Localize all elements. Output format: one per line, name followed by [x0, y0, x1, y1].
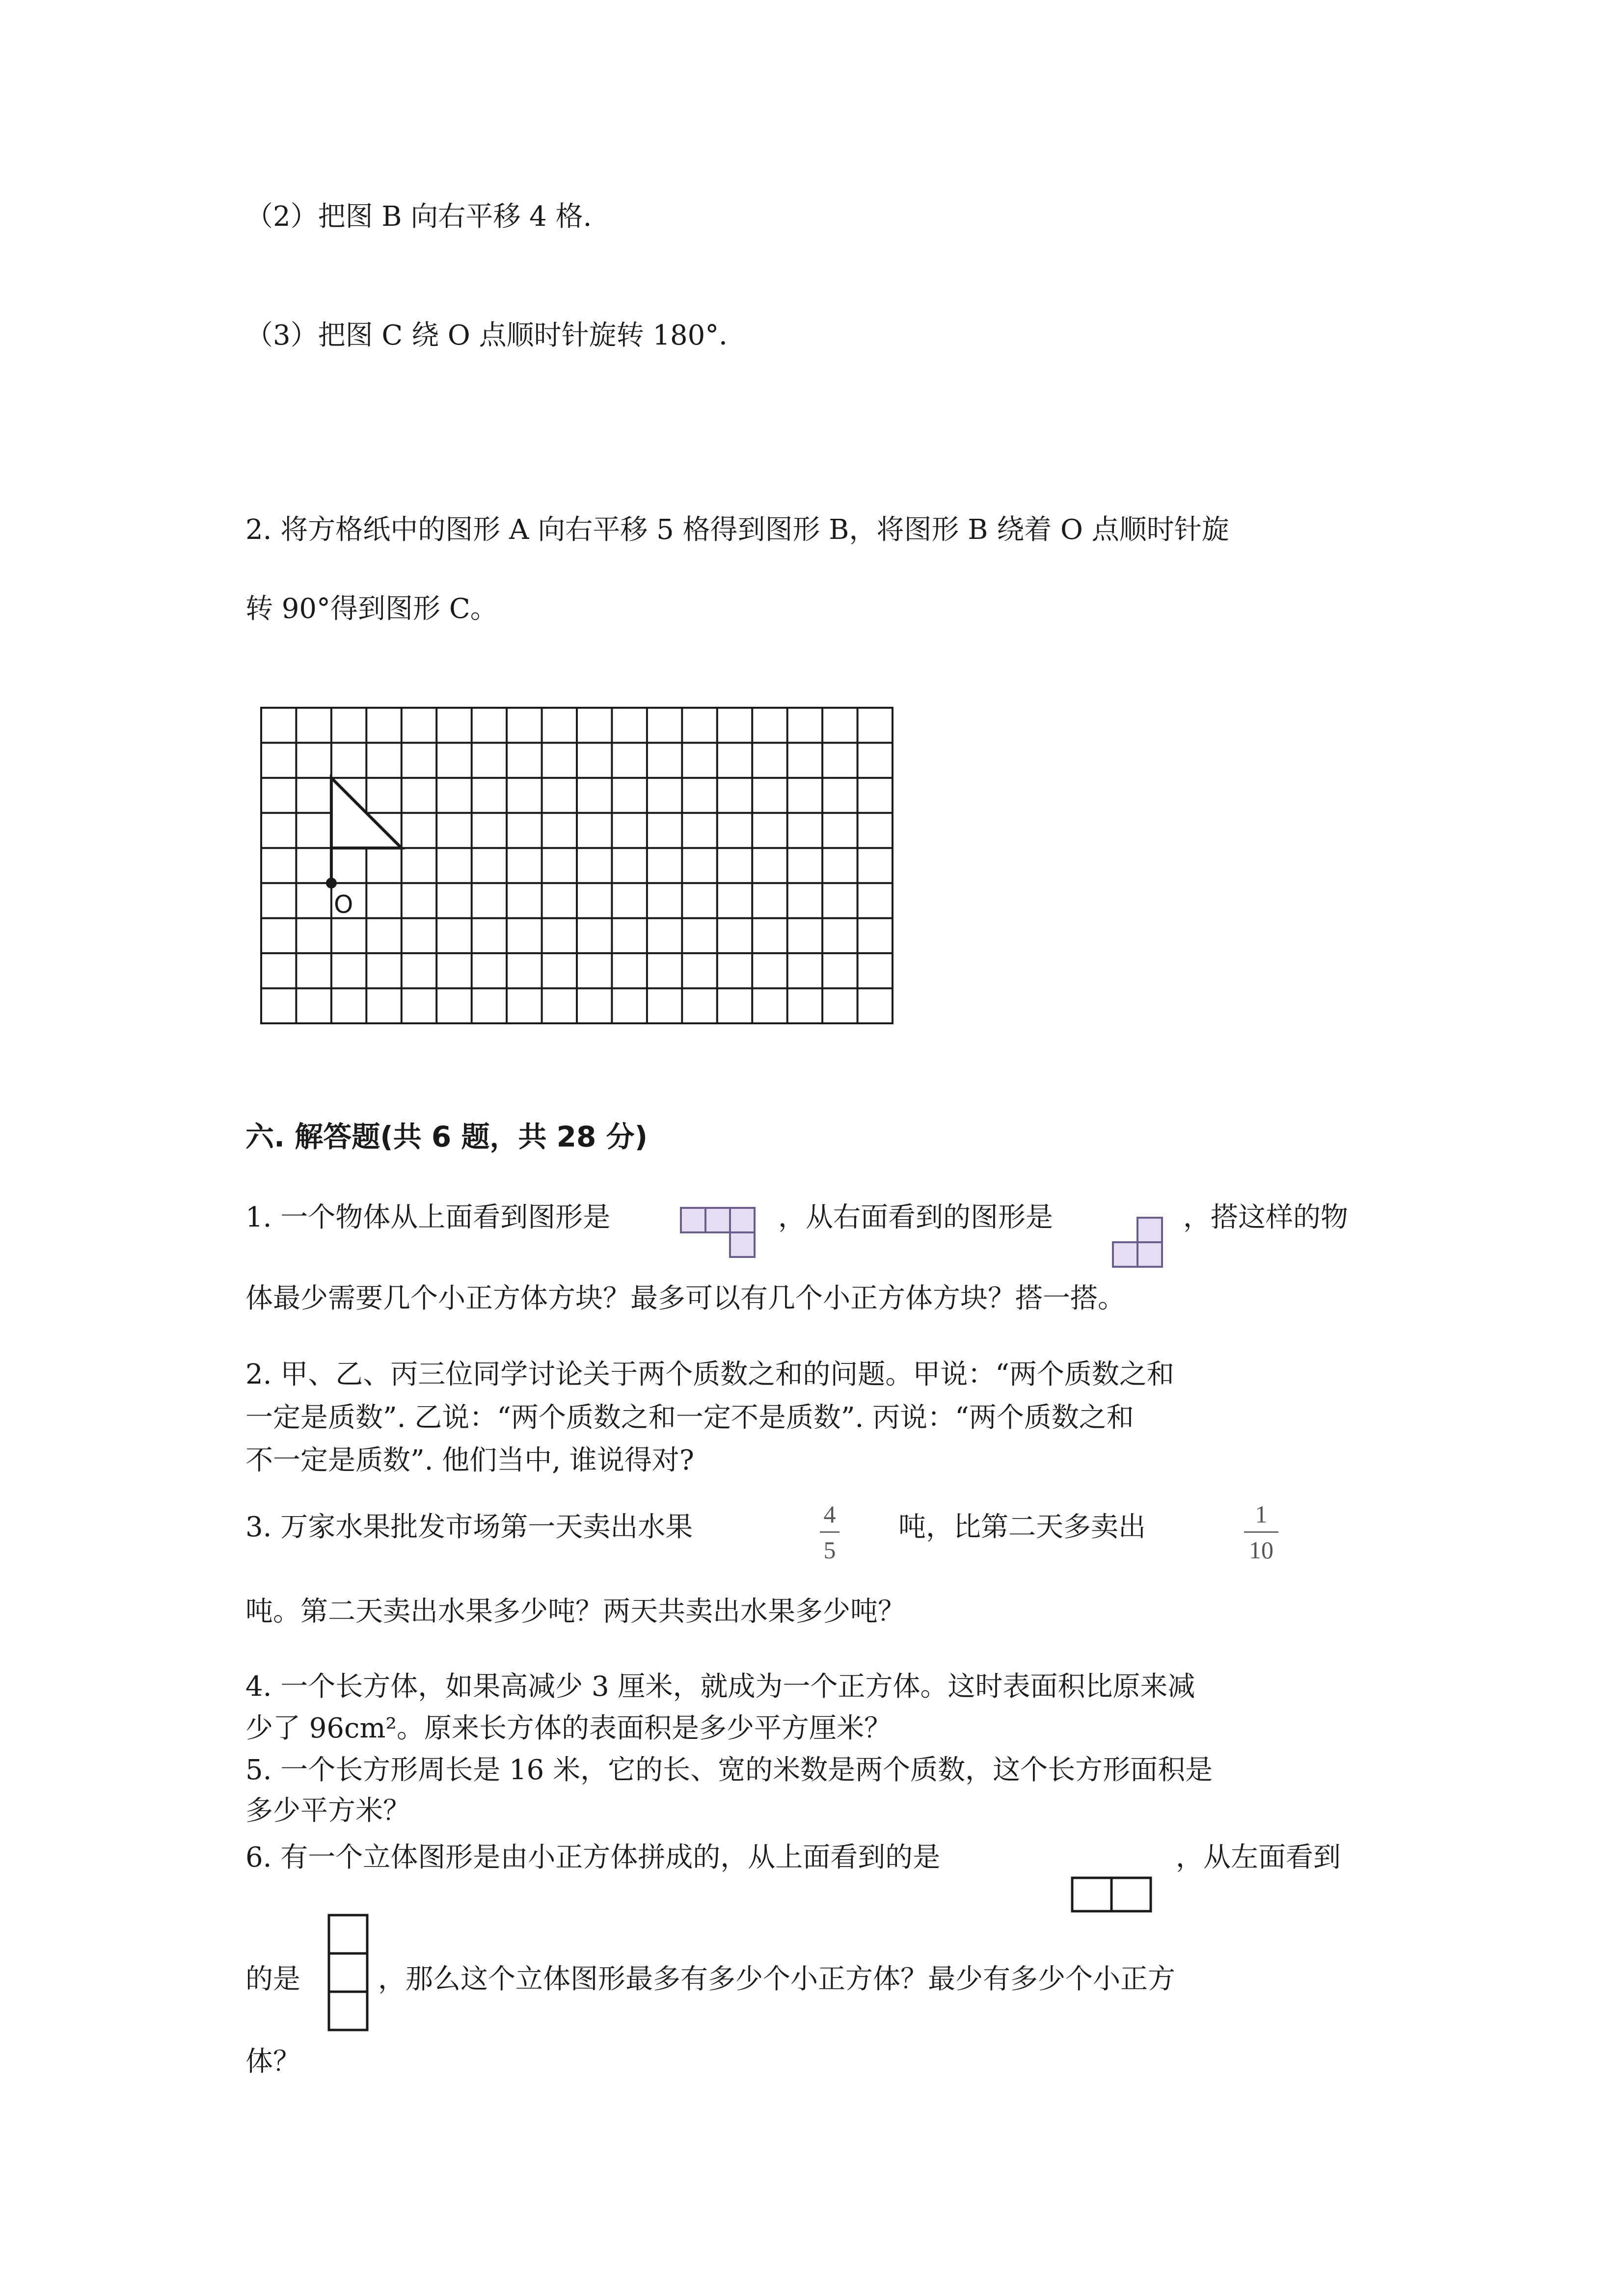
grid-figure	[255, 705, 898, 1029]
right-view-icon	[1110, 1216, 1169, 1270]
fraction-1-denominator: 5	[823, 1536, 836, 1564]
p6-q6-line2-b: ，那么这个立体图形最多有多少个小正方体？最少有多少个小正方	[378, 1963, 1175, 1995]
section-heading: 六. 解答题(共 6 题，共 28 分)	[245, 1120, 648, 1153]
p6-q2-line1: 2. 甲、乙、丙三位同学讨论关于两个质数之和的问题。甲说：“两个质数之和	[245, 1359, 1174, 1390]
p6-q5-line1: 5. 一个长方形周长是 16 米，它的长、宽的米数是两个质数，这个长方形面积是	[245, 1754, 1213, 1786]
fraction-one-tenth	[1244, 1502, 1278, 1562]
fraction-2-bar	[1244, 1531, 1278, 1533]
p6-q1-part-a: 1. 一个物体从上面看到图形是	[245, 1201, 611, 1233]
q6-left-view-icon	[326, 1913, 370, 2036]
p6-q3-part-a: 3. 万家水果批发市场第一天卖出水果	[245, 1511, 693, 1543]
q6-top-view-icon	[1070, 1876, 1154, 1915]
top-view-icon	[679, 1206, 758, 1260]
q1-sub2-text: （2）把图 B 向右平移 4 格.	[245, 201, 592, 233]
p6-q6-part-b: ，从左面看到	[1176, 1842, 1341, 1873]
p6-q4-line1: 4. 一个长方体，如果高减少 3 厘米，就成为一个正方体。这时表面积比原来减	[245, 1671, 1195, 1703]
p6-q1-line2: 体最少需要几个小正方体方块？最多可以有几个小正方体方块？搭一搭。	[245, 1282, 1125, 1314]
p6-q2-line2: 一定是质数”. 乙说：“两个质数之和一定不是质数”. 丙说：“两个质数之和	[245, 1402, 1134, 1434]
p6-q5-line2: 多少平方米？	[245, 1795, 410, 1827]
point-o	[326, 878, 337, 888]
p6-q2-line3: 不一定是质数”. 他们当中, 谁说得对?	[245, 1444, 694, 1476]
fraction-1-bar	[820, 1531, 839, 1533]
p6-q6-line2-a: 的是	[245, 1963, 300, 1995]
q2-line1: 2. 将方格纸中的图形 A 向右平移 5 格得到图形 B，将图形 B 绕着 O 点顺时针旋	[245, 514, 1229, 546]
p6-q3-line2: 吨。第二天卖出水果多少吨？两天共卖出水果多少吨？	[245, 1596, 905, 1628]
q2-line2: 转 90°得到图形 C。	[245, 593, 498, 625]
p6-q1-part-b: ，从右面看到的图形是	[778, 1201, 1053, 1233]
p6-q4-line2: 少了 96cm²。原来长方体的表面积是多少平方厘米？	[245, 1712, 892, 1744]
fraction-four-fifths	[820, 1502, 839, 1562]
q1-sub3-text: （3）把图 C 绕 O 点顺时针旋转 180°．	[245, 320, 747, 351]
point-o-label: O	[334, 890, 353, 919]
p6-q6-part-a: 6. 有一个立体图形是由小正方体拼成的，从上面看到的是	[245, 1842, 941, 1873]
fraction-2-denominator: 10	[1249, 1536, 1273, 1564]
fraction-2-numerator: 1	[1255, 1500, 1268, 1528]
p6-q6-line3: 体？	[245, 2046, 300, 2078]
p6-q3-part-b: 吨，比第二天多卖出	[898, 1511, 1146, 1543]
fraction-1-numerator: 4	[823, 1500, 836, 1528]
p6-q1-part-c: ，搭这样的物	[1183, 1201, 1348, 1233]
grid-lines	[261, 708, 893, 1023]
